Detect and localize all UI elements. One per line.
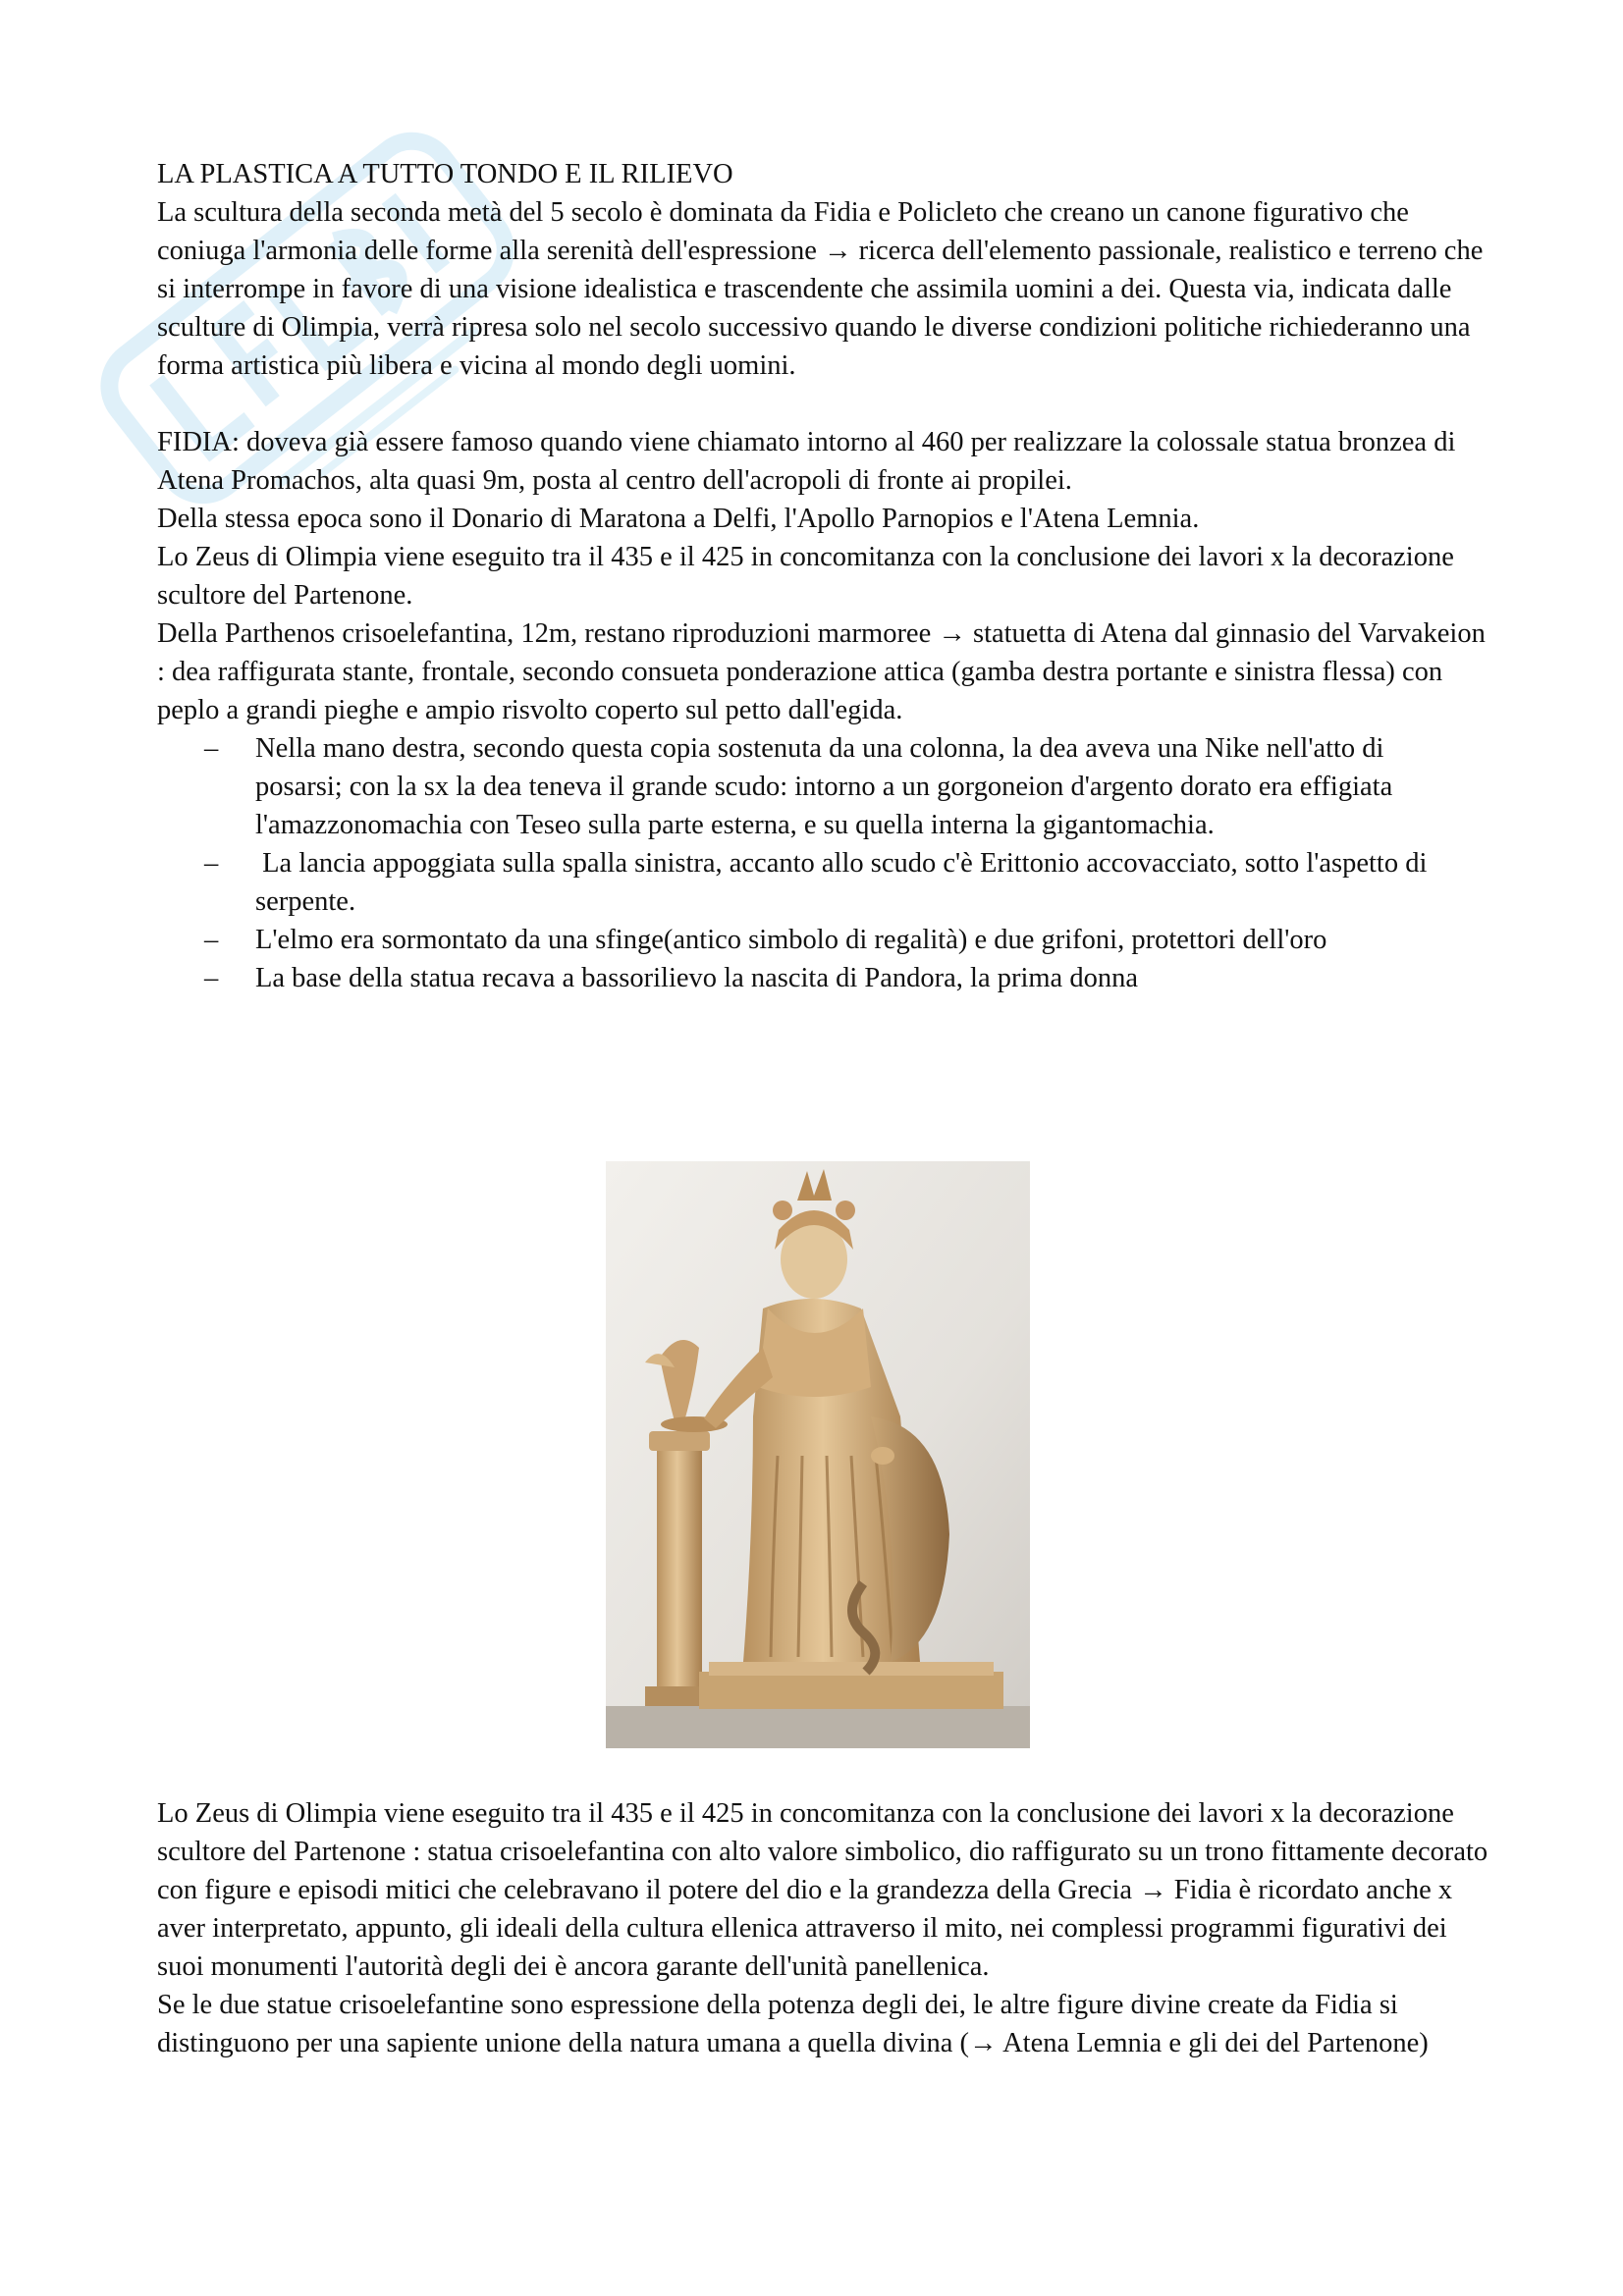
list-item: – Nella mano destra, secondo questa copia sostenuta da una colonna, la dea aveva una Nike nell'atto di posarsi; con la sx la dea teneva il grande scudo: intorno a un gorgoneion d'argento dorato era effigiata l'amazzonomachia con Teseo sulla parte esterna, e su quella interna la gigantomachia.	[157, 729, 1492, 844]
fidia-paragraph-3: Lo Zeus di Olimpia viene eseguito tra il 435 e il 425 in concomitanza con la conclusione dei lavori x la decorazione scultore del Partenone.	[157, 542, 1454, 611]
bullet-dash: –	[204, 963, 219, 993]
lower-text	[157, 1794, 1492, 2062]
list-item: – La base della statua recava a bassorilievo la nascita di Pandora, la prima donna	[157, 959, 1492, 997]
document-title: LA PLASTICA A TUTTO TONDO E IL RILIEVO	[157, 159, 733, 189]
bullet-dash: –	[204, 733, 219, 764]
fidia-paragraph-1: FIDIA: doveva già essere famoso quando viene chiamato intorno al 460 per realizzare la colossale statua bronzea di Atena Promachos, alta quasi 9m, posta al centro dell'acropoli di fronte ai propilei.	[157, 427, 1456, 496]
fidia-paragraph-4: Della Parthenos crisoelefantina, 12m, restano riproduzioni marmoree → statuetta di Atena dal ginnasio del Varvakeion : dea raffigurata stante, frontale, secondo consueta ponderazione attica (gamba destra portante e sinistra flessa) con peplo a grandi pieghe e ampio risvolto coperto sul petto dall'egida.	[157, 618, 1486, 725]
fidia-paragraph-2: Della stessa epoca sono il Donario di Maratona a Delfi, l'Apollo Parnopios e l'Atena Lemnia.	[157, 504, 1200, 534]
main-text	[157, 155, 1492, 997]
bullet-dash: –	[204, 925, 219, 955]
zeus-paragraph: Lo Zeus di Olimpia viene eseguito tra il 435 e il 425 in concomitanza con la conclusione dei lavori x la decorazione scultore del Partenone : statua crisoelefantina con alto valore simbolico, dio raffigurato su un trono fittamente decorato con figure e episodi mitici che celebravano il potere del dio e la grandezza della Grecia → Fidia è ricordato anche x aver interpretato, appunto, gli ideali della cultura ellenica attraverso il mito, nei complessi programmi figurativi dei suoi monumenti l'autorità degli dei è ancora garante dell'unità panellenica.	[157, 1798, 1488, 1982]
closing-paragraph: Se le due statue crisoelefantine sono espressione della potenza degli dei, le altre figure divine create da Fidia si distinguono per una sapiente unione della natura umana a quella divina (→ Atena Lemnia e gli dei del Partenone)	[157, 1990, 1429, 2058]
list-item: – La lancia appoggiata sulla spalla sinistra, accanto allo scudo c'è Erittonio accovacciato, sotto l'aspetto di serpente.	[157, 844, 1492, 921]
athena-parthenos-photo	[606, 1161, 1030, 1748]
intro-paragraph: La scultura della seconda metà del 5 secolo è dominata da Fidia e Policleto che creano un canone figurativo che coniuga l'armonia delle forme alla serenità dell'espressione → ricerca dell'elemento passionale, realistico e terreno che si interrompe in favore di una visione idealistica e trascendente che assimila uomini a dei. Questa via, indicata dalle sculture di Olimpia, verrà ripresa solo nel secolo successivo quando le diverse condizioni politiche richiederanno una forma artistica più libera e vicina al mondo degli uomini.	[157, 197, 1484, 381]
list-item: – L'elmo era sormontato da una sfinge(antico simbolo di regalità) e due grifoni, protettori dell'oro	[157, 921, 1492, 959]
parthenos-bullet-list	[157, 729, 1492, 997]
bullet-dash: –	[204, 848, 219, 879]
